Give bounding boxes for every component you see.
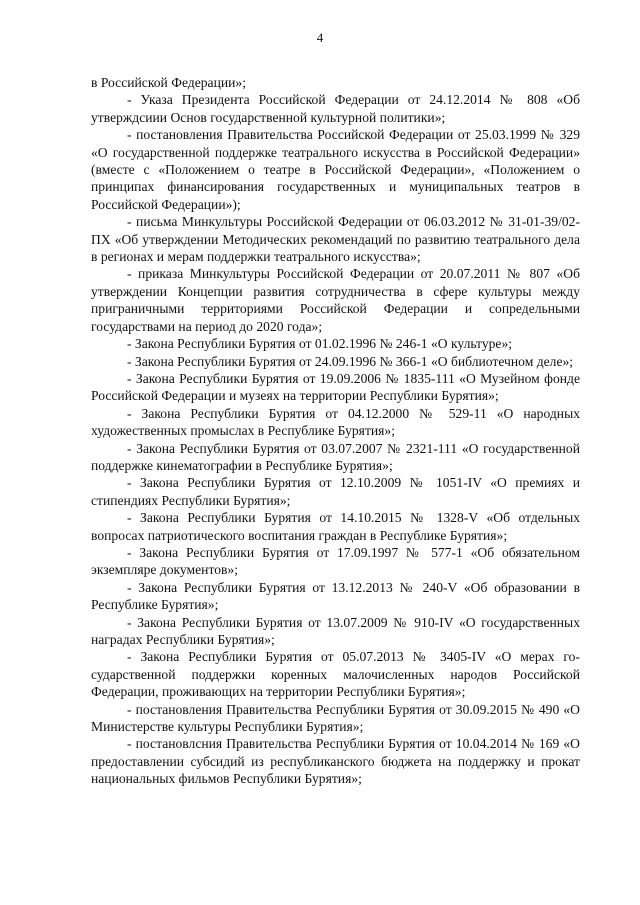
list-item: - Указа Президента Российской Федерации от 24.12.2014 № 808 «Об утверждсиии Основ государственной культурной политики»; bbox=[91, 92, 580, 125]
list-item: - Закона Республики Бурятия от 12.10.2009 № 1051-IV «О премиях и стипендиях Республики Бурятия»; bbox=[91, 475, 580, 508]
page-number: 4 bbox=[316, 30, 324, 45]
list-item: - Закона Республики Бурятия от 19.09.2006 № 1835-111 «О Музейном фонде Российской Федерации и музеях на территории Республики Бурятия»; bbox=[91, 370, 580, 404]
list-item: - письма Минкультуры Российской Федерации от 06.03.2012 № 31-01-39/02-ПХ «Об утверждении Методических рекомендаций по развитию театрального дела в регионах и мерам поддержки театрального искусства»; bbox=[91, 214, 580, 265]
document-body bbox=[91, 74, 580, 788]
paragraph-continuation: в Российской Федерации»; bbox=[91, 75, 246, 90]
list-item: - Закона Республики Бурятия от 17.09.1997 № 577-1 «Об обязательном экземпляре документов»; bbox=[91, 544, 580, 578]
list-item: - постановления Правительства Республики Бурятия от 30.09.2015 № 490 «О Министерстве культуры Республики Бурятия»; bbox=[91, 701, 580, 735]
list-item: - Закона Республики Бурятия от 03.07.2007 № 2321-111 «О государственной поддержке кинематографии в Республике Бурятия»; bbox=[91, 440, 580, 473]
list-item: - Закона Республики Бурятия от 13.07.2009 № 910-IV «О государственных наградах Республики Бурятия»; bbox=[91, 614, 580, 647]
list-item: - постановлсния Правительства Республики Бурятия от 10.04.2014 № 169 «О предоставлении субсидий из республиканского бюджета на поддержку и прокат национальных фильмов Республики Бурятия»; bbox=[91, 736, 580, 787]
list-item: - Закона Республики Бурятия от 13.12.2013 № 240-V «Об образовании в Республике Бурятия»; bbox=[91, 579, 580, 613]
list-item: - Закона Республики Бурятия от 04.12.2000 № 529-11 «О народных художественных промыслах в Республике Бурятия»; bbox=[91, 405, 580, 439]
list-item: - Закона Республики Бурятия от 01.02.1996 № 246-1 «О культуре»; bbox=[127, 336, 513, 352]
list-item: - Закона Республики Бурятия от 05.07.2013 № 3405-IV «О мерах государственной поддержки коренных малочисленных народов Российской Федерации, проживающих на территории Республики Бурятия»; bbox=[91, 649, 580, 700]
list-item: - постановления Правительства Российской Федерации от 25.03.1999 № 329 «О государственной поддержке театрального искусства в Российской Федерации» (вместе с «Положением о театре в Российской Федерации», «Положением о принципах финансирования государственных и муниципальных театров в Российской Федерации»); bbox=[91, 127, 580, 212]
list-item: - Закона Республики Бурятия от 24.09.1996 № 366-1 «О библиотечном деле»; bbox=[127, 353, 574, 369]
list-item: - Закона Республики Бурятия от 14.10.2015 № 1328-V «Об отдельных вопросах патриотического воспитания граждан в Республике Бурятия»; bbox=[91, 510, 580, 543]
list-item: - приказа Минкультуры Российской Федерации от 20.07.2011 № 807 «Об утверждении Концепции развития сотрудничества в сфере культуры между приграничными территориями Российской Федерации и сопредельными государствами на период до 2020 года»; bbox=[91, 266, 580, 334]
